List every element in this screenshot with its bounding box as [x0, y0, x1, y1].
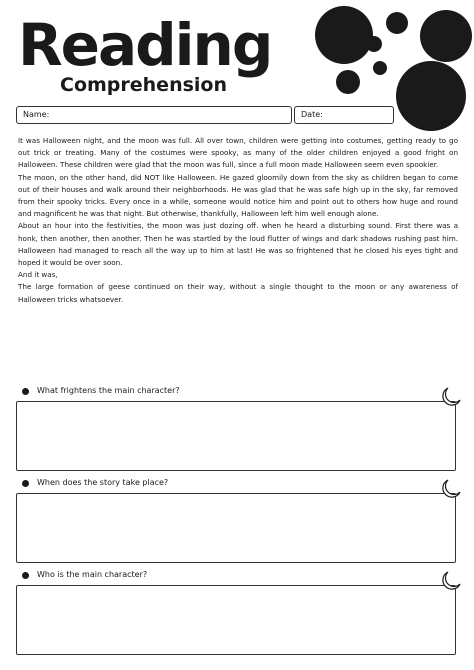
- date-field[interactable]: [294, 106, 394, 124]
- question-3: [22, 569, 147, 581]
- story-paragraph: About an hour into the festivities, the moon was just dozing off. when he heard a disturbing sound. First there was a honk, then another, then another. Then he was startled by the loud flutter of wings and dark shadows rushing past him. Halloween had managed to reach all the way up to him at last! He was so frightened that he closed his eyes tight and hoped it would be over soon.: [18, 221, 458, 268]
- decorative-dot: [366, 36, 382, 52]
- crescent-moon-icon: [440, 478, 462, 500]
- decorative-dots: [300, 0, 474, 150]
- page-title: Reading: [18, 11, 272, 79]
- question-text: What frightens the main character?: [37, 386, 180, 395]
- decorative-dot: [386, 12, 408, 34]
- name-field[interactable]: [16, 106, 292, 124]
- decorative-dot: [336, 70, 360, 94]
- bullet-icon: [22, 572, 29, 579]
- story-paragraph: It was Halloween night, and the moon was full. All over town, children were getting into costumes, getting ready to go out trick or treating. Many of the costumes were spooky, as many of the older children enjoyed a good fright on Halloween. These children were glad that the moon was full, since a full moon made Halloween seem even spookier.: [18, 136, 458, 170]
- name-label: Name:: [23, 110, 50, 119]
- question-text: Who is the main character?: [37, 570, 148, 579]
- answer-box-1[interactable]: [16, 401, 456, 471]
- story-paragraph: And it was,: [18, 270, 58, 280]
- story-text: [18, 135, 458, 306]
- question-text: When does the story take place?: [37, 478, 169, 487]
- decorative-dot: [420, 10, 472, 62]
- page-subtitle: Comprehension: [60, 74, 227, 96]
- story-paragraph: The large formation of geese continued on their way, without a single thought to the moon or any awareness of Halloween tricks whatsoever.: [18, 282, 458, 304]
- date-label: Date:: [301, 110, 323, 119]
- crescent-moon-icon: [440, 386, 462, 408]
- decorative-dot: [396, 61, 466, 131]
- bullet-icon: [22, 388, 29, 395]
- bullet-icon: [22, 480, 29, 487]
- story-paragraph: The moon, on the other hand, did NOT like Halloween. He gazed gloomily down from the sky as children began to come out of their houses and walk around their neighborhoods. He was glad that he was safe high up in the sky, far removed from their spooky tricks. Every once in a while, someone would notice him and point out to others how huge and round and magnificent he was that night. But otherwise, thankfully, Halloween left him well enough alone.: [18, 172, 458, 219]
- crescent-moon-icon: [440, 570, 462, 592]
- answer-box-3[interactable]: [16, 585, 456, 655]
- decorative-dot: [373, 61, 387, 75]
- question-2: [22, 477, 168, 489]
- decorative-dot: [315, 6, 373, 64]
- question-1: [22, 385, 180, 397]
- answer-box-2[interactable]: [16, 493, 456, 563]
